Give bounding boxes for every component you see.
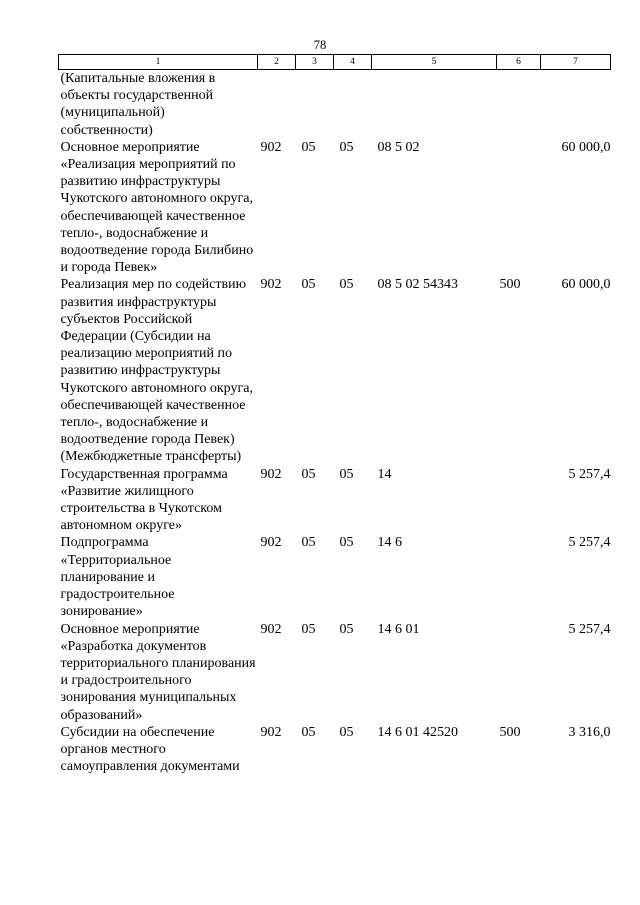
table-row <box>59 534 611 620</box>
target-article-code: 14 <box>377 466 392 482</box>
expense-type-code <box>497 466 541 535</box>
ministry-code: 902 <box>260 466 282 482</box>
expense-type-code: 500 <box>499 724 521 740</box>
section-code: 05 <box>301 466 316 482</box>
item-name: Подпрограмма «Территориальное планирование и градостроительное зонирование» <box>60 535 175 620</box>
amount: 5 257,4 <box>568 621 611 637</box>
target-article-code: 14 6 01 <box>377 621 420 637</box>
item-name: Основное мероприятие «Реализация мероприятий по развитию инфраструктуры Чукотского автономного округа, обеспечивающей качественное тепло-, водоснабжение и водоотведение города Билибино и города Певек» <box>60 139 254 276</box>
target-article-code: 08 5 02 <box>377 139 420 155</box>
subsection-code: 05 <box>339 139 354 155</box>
amount <box>541 70 611 139</box>
item-name: Субсидии на обеспечение органов местного самоуправления документами <box>60 724 240 775</box>
item-name: Основное мероприятие «Разработка документов территориального планирования и градостроительного зонирования муниципальных образований» <box>60 621 256 723</box>
ministry-code: 902 <box>260 139 282 155</box>
subsection-code <box>334 70 372 139</box>
header-row <box>59 55 611 70</box>
ministry-code: 902 <box>260 535 282 551</box>
table-row <box>59 139 611 277</box>
amount: 60 000,0 <box>561 277 611 293</box>
expense-type-code: 500 <box>499 277 521 293</box>
section-code: 05 <box>301 724 316 740</box>
ministry-code: 902 <box>260 277 282 293</box>
amount: 5 257,4 <box>568 535 611 551</box>
ministry-code: 902 <box>260 724 282 740</box>
subsection-code: 05 <box>339 466 354 482</box>
target-article-code: 14 6 01 42520 <box>377 724 458 740</box>
table-row <box>59 621 611 724</box>
table-row <box>59 70 611 139</box>
section-code: 05 <box>301 535 316 551</box>
section-code: 05 <box>301 139 316 155</box>
subsection-code: 05 <box>339 621 354 637</box>
header-cell-1: 1 <box>59 55 258 70</box>
section-code: 05 <box>301 621 316 637</box>
expense-type-code <box>497 534 541 620</box>
ministry-code <box>258 70 296 139</box>
amount: 3 316,0 <box>568 724 611 740</box>
header-cell-5: 5 <box>372 55 497 70</box>
amount: 5 257,4 <box>568 466 611 482</box>
subsection-code: 05 <box>339 724 354 740</box>
subsection-code: 05 <box>339 535 354 551</box>
item-name: Реализация мер по содействию развития инфраструктуры субъектов Российской Федерации (Субсидии на реализацию мероприятий по развитию инфраструктуры Чукотского автономного округа, обеспечивающей качественное тепло-, водоснабжение и водоотведение города Певек) (Межбюджетные трансферты) <box>60 277 253 465</box>
header-cell-7: 7 <box>541 55 611 70</box>
target-article-code <box>372 70 497 139</box>
item-name: (Капитальные вложения в объекты государственной (муниципальной) собственности) <box>60 71 216 138</box>
header-cell-6: 6 <box>497 55 541 70</box>
page-number: 78 <box>313 38 327 52</box>
expense-type-code <box>497 139 541 277</box>
ministry-code: 902 <box>260 621 282 637</box>
header-cell-4: 4 <box>334 55 372 70</box>
target-article-code: 14 6 <box>377 535 402 551</box>
target-article-code: 08 5 02 54343 <box>377 277 458 293</box>
item-name: Государственная программа «Развитие жилищного строительства в Чукотском автономном округе» <box>60 466 228 534</box>
header-cell-2: 2 <box>258 55 296 70</box>
table-row <box>59 724 611 776</box>
section-code <box>296 70 334 139</box>
expense-type-code <box>497 70 541 139</box>
section-code: 05 <box>301 277 316 293</box>
table-row <box>59 466 611 535</box>
table-row <box>59 276 611 465</box>
expense-type-code <box>497 621 541 724</box>
budget-table <box>58 54 611 775</box>
subsection-code: 05 <box>339 277 354 293</box>
header-cell-3: 3 <box>296 55 334 70</box>
amount: 60 000,0 <box>561 139 611 155</box>
